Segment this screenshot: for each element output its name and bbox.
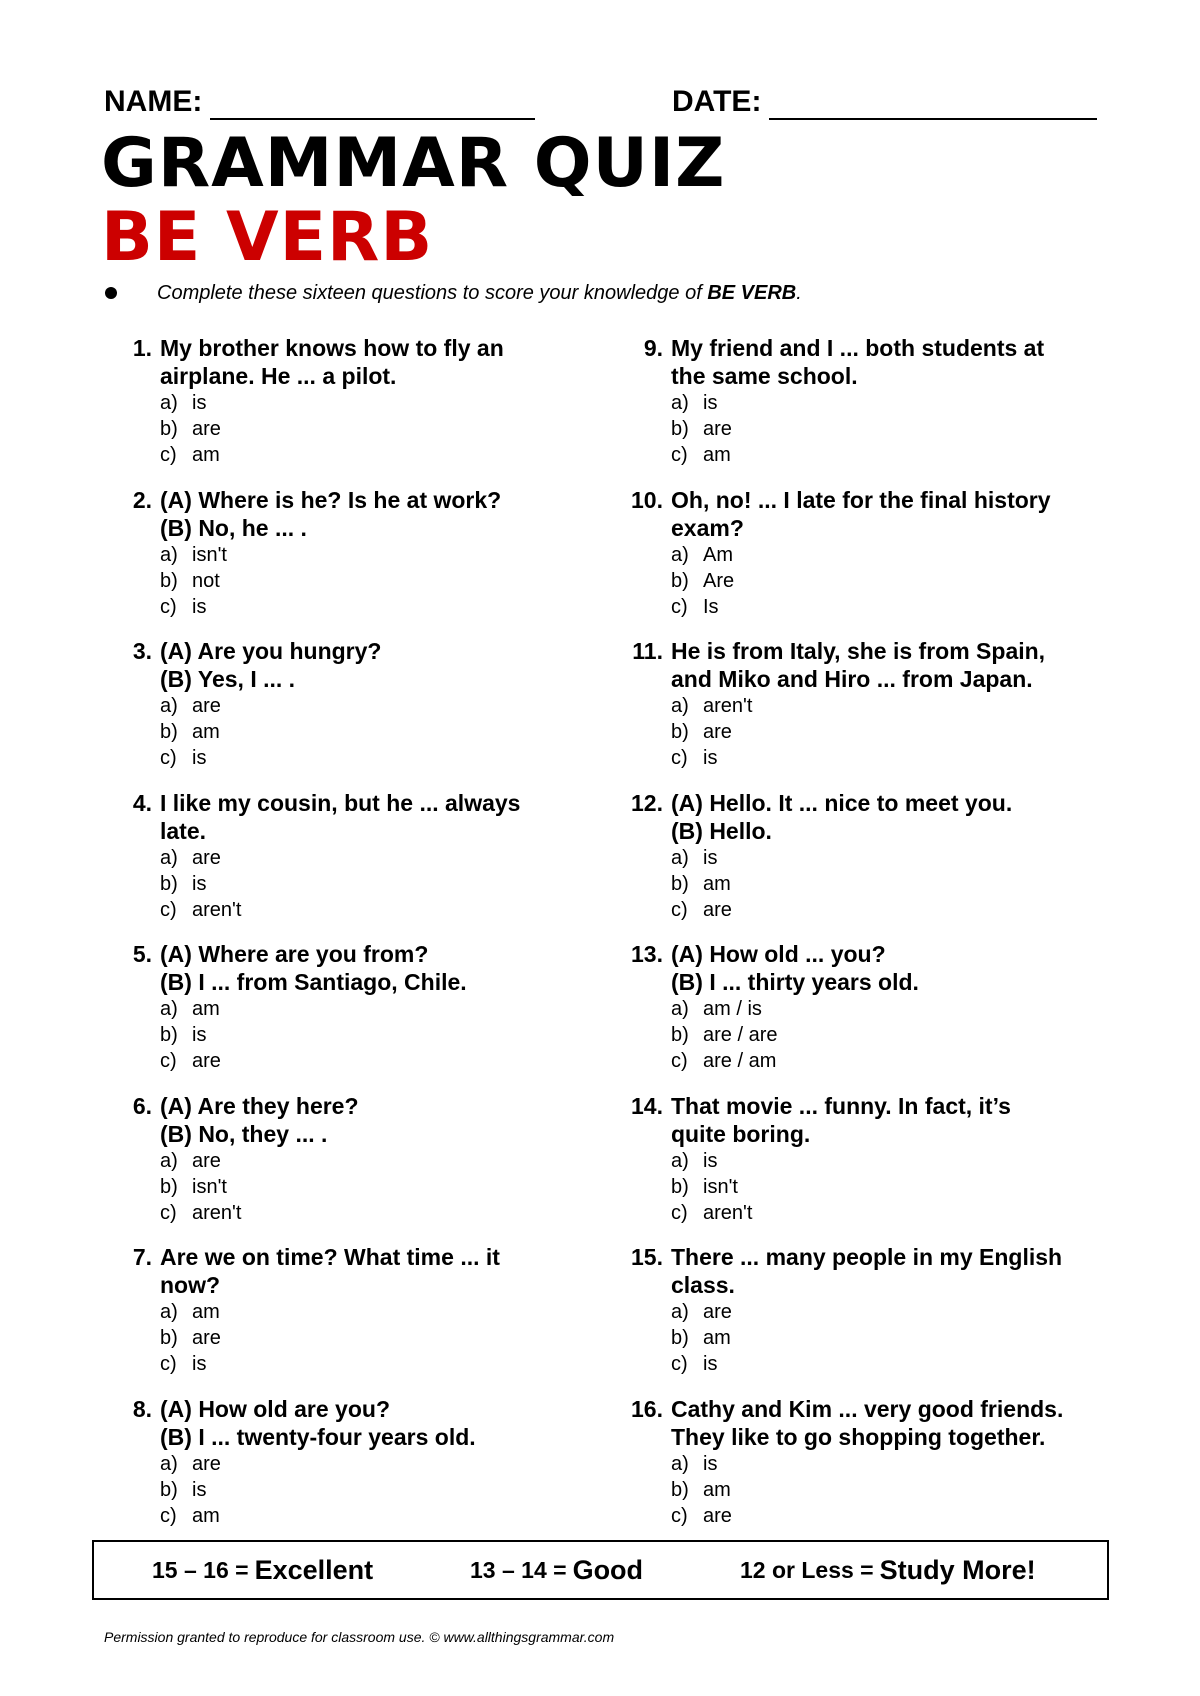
question-number: 11. bbox=[632, 638, 663, 664]
footer-permission: Permission granted to reproduce for classroom use. © www.allthingsgrammar.com bbox=[104, 1629, 615, 1645]
answer-option[interactable] bbox=[671, 594, 1091, 620]
score-study-more bbox=[740, 1542, 1036, 1598]
instruction-end: . bbox=[796, 282, 802, 304]
option-letter: c) bbox=[671, 444, 688, 466]
question-body bbox=[671, 1092, 1091, 1226]
option-letter: c) bbox=[160, 1202, 177, 1224]
answer-option[interactable] bbox=[671, 1351, 1091, 1377]
option-text: is bbox=[703, 1150, 718, 1172]
answer-option[interactable] bbox=[160, 897, 580, 923]
answer-option[interactable] bbox=[671, 1174, 1091, 1200]
question-stem-line: the same school. bbox=[671, 363, 858, 389]
option-text: is bbox=[192, 1024, 207, 1046]
question-body bbox=[160, 940, 580, 1074]
score-good bbox=[470, 1542, 643, 1598]
option-text: is bbox=[192, 747, 207, 769]
answer-option[interactable] bbox=[160, 1325, 580, 1351]
option-text: am bbox=[192, 444, 220, 466]
question-body bbox=[160, 1243, 580, 1377]
option-letter: c) bbox=[160, 1505, 177, 1527]
question-stem-line: now? bbox=[160, 1272, 221, 1298]
option-letter: b) bbox=[160, 1024, 178, 1046]
option-letter: a) bbox=[671, 998, 689, 1020]
answer-option[interactable] bbox=[671, 871, 1091, 897]
option-text: is bbox=[703, 392, 718, 414]
question-stem-line: (A) Are you hungry? bbox=[160, 638, 382, 664]
option-text: are bbox=[703, 899, 732, 921]
answer-option[interactable] bbox=[671, 1325, 1091, 1351]
answer-option[interactable] bbox=[671, 542, 1091, 568]
option-text: is bbox=[703, 1353, 718, 1375]
option-letter: a) bbox=[160, 392, 178, 414]
answer-option[interactable] bbox=[671, 390, 1091, 416]
option-letter: b) bbox=[671, 1327, 689, 1349]
answer-option[interactable] bbox=[160, 568, 580, 594]
question-stem-line: There ... many people in my English bbox=[671, 1244, 1063, 1270]
question-body bbox=[671, 789, 1091, 923]
option-text: are bbox=[703, 1301, 732, 1323]
question-stem-line: (B) Hello. bbox=[671, 818, 772, 844]
question-stem-line: That movie ... funny. In fact, it’s bbox=[671, 1093, 1011, 1119]
question-stem-line: (A) Hello. It ... nice to meet you. bbox=[671, 790, 1013, 816]
option-text: is bbox=[192, 1479, 207, 1501]
option-text: are bbox=[703, 418, 732, 440]
question-body bbox=[671, 637, 1091, 771]
question-body bbox=[671, 486, 1091, 620]
question-stem-line: (B) I ... twenty-four years old. bbox=[160, 1424, 476, 1450]
question-stem-line: airplane. He ... a pilot. bbox=[160, 363, 397, 389]
answer-option[interactable] bbox=[160, 1477, 580, 1503]
option-letter: c) bbox=[160, 596, 177, 618]
question-number: 5. bbox=[132, 941, 152, 967]
score-range: 12 or Less = bbox=[740, 1556, 874, 1583]
option-letter: a) bbox=[160, 998, 178, 1020]
option-text: isn't bbox=[192, 1176, 227, 1198]
answer-option[interactable] bbox=[160, 1174, 580, 1200]
question-number: 9. bbox=[643, 335, 663, 361]
option-letter: c) bbox=[160, 444, 177, 466]
option-text: are bbox=[192, 847, 221, 869]
answer-option[interactable] bbox=[671, 1200, 1091, 1226]
option-text: am bbox=[192, 1505, 220, 1527]
option-text: are bbox=[192, 1050, 221, 1072]
option-letter: c) bbox=[671, 1202, 688, 1224]
answer-option[interactable] bbox=[671, 416, 1091, 442]
name-label: NAME: bbox=[104, 85, 203, 118]
option-letter: a) bbox=[671, 695, 689, 717]
question-stem-line: (A) How old ... you? bbox=[671, 941, 886, 967]
option-letter: b) bbox=[160, 721, 178, 743]
question-stem-line: Cathy and Kim ... very good friends. bbox=[671, 1396, 1064, 1422]
answer-option[interactable] bbox=[160, 1148, 580, 1174]
option-letter: a) bbox=[671, 1150, 689, 1172]
question-number: 2. bbox=[132, 487, 152, 513]
option-text: is bbox=[192, 1353, 207, 1375]
answer-option[interactable] bbox=[160, 719, 580, 745]
option-text: am bbox=[703, 873, 731, 895]
answer-option[interactable] bbox=[671, 745, 1091, 771]
answer-option[interactable] bbox=[671, 1503, 1091, 1529]
score-excellent bbox=[152, 1542, 373, 1598]
option-letter: b) bbox=[160, 1479, 178, 1501]
instruction bbox=[104, 280, 1104, 306]
question-number: 3. bbox=[132, 638, 152, 664]
option-letter: c) bbox=[671, 1505, 688, 1527]
option-text: are bbox=[192, 1453, 221, 1475]
option-letter: c) bbox=[160, 1050, 177, 1072]
option-letter: a) bbox=[160, 695, 178, 717]
option-text: is bbox=[192, 873, 207, 895]
question-number: 1. bbox=[132, 335, 152, 361]
option-letter: b) bbox=[671, 1024, 689, 1046]
option-letter: c) bbox=[671, 596, 688, 618]
option-letter: b) bbox=[671, 721, 689, 743]
option-text: is bbox=[703, 847, 718, 869]
question-number: 15. bbox=[631, 1244, 663, 1270]
answer-option[interactable] bbox=[671, 897, 1091, 923]
instruction-line bbox=[157, 280, 802, 306]
score-range: 13 – 14 = bbox=[470, 1556, 567, 1583]
option-text: am bbox=[703, 1327, 731, 1349]
option-letter: c) bbox=[671, 899, 688, 921]
option-letter: a) bbox=[160, 1453, 178, 1475]
date-field bbox=[672, 84, 1097, 120]
option-letter: a) bbox=[671, 544, 689, 566]
answer-option[interactable] bbox=[160, 1351, 580, 1377]
answer-option[interactable] bbox=[671, 719, 1091, 745]
question-stem-line: (B) I ... thirty years old. bbox=[671, 969, 919, 995]
question-body bbox=[160, 486, 580, 620]
option-letter: b) bbox=[160, 418, 178, 440]
option-letter: b) bbox=[671, 1176, 689, 1198]
question-stem-line: (A) Where is he? Is he at work? bbox=[160, 487, 502, 513]
option-text: are / am bbox=[703, 1050, 777, 1072]
answer-option[interactable] bbox=[671, 1048, 1091, 1074]
answer-option[interactable] bbox=[671, 1451, 1091, 1477]
question-stem-line: He is from Italy, she is from Spain, bbox=[671, 638, 1046, 664]
question-stem-line: quite boring. bbox=[671, 1121, 811, 1147]
question-stem-line: Oh, no! ... I late for the final history bbox=[671, 487, 1051, 513]
answer-option[interactable] bbox=[160, 693, 580, 719]
question-body bbox=[160, 1092, 580, 1226]
question-body bbox=[160, 637, 580, 771]
question-stem-line: (A) Where are you from? bbox=[160, 941, 429, 967]
bullet-icon bbox=[105, 287, 117, 299]
question-stem-line: (B) Yes, I ... . bbox=[160, 666, 296, 692]
option-text: aren't bbox=[192, 899, 242, 921]
instruction-text: Complete these sixteen questions to score your knowledge of bbox=[157, 282, 708, 304]
answer-option[interactable] bbox=[671, 1477, 1091, 1503]
question-stem-line: Are we on time? What time ... it bbox=[160, 1244, 500, 1270]
answer-option[interactable] bbox=[160, 845, 580, 871]
option-text: isn't bbox=[192, 544, 227, 566]
option-text: are bbox=[703, 721, 732, 743]
answer-option[interactable] bbox=[671, 996, 1091, 1022]
name-field bbox=[104, 84, 535, 120]
option-text: isn't bbox=[703, 1176, 738, 1198]
option-letter: a) bbox=[671, 392, 689, 414]
option-letter: b) bbox=[160, 570, 178, 592]
question-number: 4. bbox=[132, 790, 152, 816]
question-number: 16. bbox=[631, 1396, 663, 1422]
question-body bbox=[671, 1243, 1091, 1377]
option-text: am bbox=[703, 444, 731, 466]
question-stem-line: exam? bbox=[671, 515, 744, 541]
option-letter: b) bbox=[671, 1479, 689, 1501]
option-text: am bbox=[192, 721, 220, 743]
option-letter: a) bbox=[160, 1301, 178, 1323]
answer-option[interactable] bbox=[160, 390, 580, 416]
option-letter: b) bbox=[160, 873, 178, 895]
option-text: are bbox=[703, 1505, 732, 1527]
header-fields bbox=[104, 84, 1106, 124]
answer-option[interactable] bbox=[160, 416, 580, 442]
option-letter: c) bbox=[160, 899, 177, 921]
page-title: GRAMMAR QUIZ bbox=[101, 124, 726, 203]
option-letter: a) bbox=[160, 544, 178, 566]
question-body bbox=[671, 940, 1091, 1074]
question-number: 6. bbox=[132, 1093, 152, 1119]
answer-option[interactable] bbox=[160, 594, 580, 620]
question-number: 8. bbox=[132, 1396, 152, 1422]
question-number: 12. bbox=[631, 790, 663, 816]
answer-option[interactable] bbox=[160, 542, 580, 568]
answer-option[interactable] bbox=[160, 1048, 580, 1074]
answer-option[interactable] bbox=[671, 1148, 1091, 1174]
question-stem-line: (A) Are they here? bbox=[160, 1093, 359, 1119]
question-stem-line: (A) How old are you? bbox=[160, 1396, 390, 1422]
option-letter: c) bbox=[671, 747, 688, 769]
option-text: Are bbox=[703, 570, 735, 592]
question-stem-line: late. bbox=[160, 818, 207, 844]
score-range: 15 – 16 = bbox=[152, 1556, 249, 1583]
option-text: are bbox=[192, 1150, 221, 1172]
page-subtitle: BE VERB bbox=[101, 198, 434, 277]
date-blank[interactable] bbox=[769, 88, 1097, 120]
option-text: is bbox=[703, 1453, 718, 1475]
option-letter: a) bbox=[160, 847, 178, 869]
option-text: is bbox=[703, 747, 718, 769]
option-letter: b) bbox=[671, 570, 689, 592]
option-letter: c) bbox=[160, 1353, 177, 1375]
option-text: aren't bbox=[703, 695, 753, 717]
option-letter: b) bbox=[160, 1176, 178, 1198]
option-text: am bbox=[192, 1301, 220, 1323]
question-body bbox=[160, 789, 580, 923]
question-stem-line: class. bbox=[671, 1272, 735, 1298]
option-text: am bbox=[192, 998, 220, 1020]
option-text: aren't bbox=[703, 1202, 753, 1224]
name-blank[interactable] bbox=[210, 88, 535, 120]
option-text: am / is bbox=[703, 998, 762, 1020]
question-number: 10. bbox=[631, 487, 663, 513]
question-stem-line: and Miko and Hiro ... from Japan. bbox=[671, 666, 1033, 692]
answer-option[interactable] bbox=[671, 442, 1091, 468]
option-letter: a) bbox=[671, 1453, 689, 1475]
question-body bbox=[160, 334, 580, 468]
answer-option[interactable] bbox=[671, 845, 1091, 871]
score-box bbox=[92, 1540, 1109, 1600]
option-letter: b) bbox=[671, 873, 689, 895]
option-text: is bbox=[192, 392, 207, 414]
option-letter: c) bbox=[671, 1353, 688, 1375]
answer-option[interactable] bbox=[160, 871, 580, 897]
question-stem-line: My brother knows how to fly an bbox=[160, 335, 504, 361]
option-text: are bbox=[192, 695, 221, 717]
question-stem-line: My friend and I ... both students at bbox=[671, 335, 1045, 361]
answer-option[interactable] bbox=[671, 693, 1091, 719]
option-text: Is bbox=[703, 596, 719, 618]
question-stem-line: They like to go shopping together. bbox=[671, 1424, 1046, 1450]
date-label: DATE: bbox=[672, 85, 762, 118]
answer-option[interactable] bbox=[671, 1299, 1091, 1325]
answer-option[interactable] bbox=[160, 1451, 580, 1477]
question-body bbox=[160, 1395, 580, 1529]
answer-option[interactable] bbox=[160, 1200, 580, 1226]
score-label: Study More! bbox=[879, 1554, 1036, 1585]
answer-option[interactable] bbox=[160, 745, 580, 771]
option-text: not bbox=[192, 570, 220, 592]
option-letter: c) bbox=[160, 747, 177, 769]
option-text: are bbox=[192, 418, 221, 440]
question-stem-line: (B) I ... from Santiago, Chile. bbox=[160, 969, 467, 995]
answer-option[interactable] bbox=[160, 1503, 580, 1529]
option-letter: a) bbox=[671, 1301, 689, 1323]
question-body bbox=[671, 334, 1091, 468]
option-letter: a) bbox=[160, 1150, 178, 1172]
option-text: are / are bbox=[703, 1024, 778, 1046]
question-stem-line: (B) No, they ... . bbox=[160, 1121, 328, 1147]
option-letter: a) bbox=[671, 847, 689, 869]
option-text: am bbox=[703, 1479, 731, 1501]
answer-option[interactable] bbox=[160, 442, 580, 468]
question-number: 13. bbox=[631, 941, 663, 967]
option-letter: b) bbox=[160, 1327, 178, 1349]
answer-option[interactable] bbox=[671, 1022, 1091, 1048]
question-stem-line: (B) No, he ... . bbox=[160, 515, 307, 541]
option-letter: c) bbox=[671, 1050, 688, 1072]
instruction-emphasis: BE VERB bbox=[707, 282, 797, 304]
option-text: are bbox=[192, 1327, 221, 1349]
score-label: Good bbox=[572, 1554, 644, 1585]
option-text: is bbox=[192, 596, 207, 618]
score-label: Excellent bbox=[254, 1554, 374, 1585]
question-body bbox=[671, 1395, 1091, 1529]
question-stem-line: I like my cousin, but he ... always bbox=[160, 790, 521, 816]
option-text: Am bbox=[703, 544, 733, 566]
answer-option[interactable] bbox=[160, 1299, 580, 1325]
answer-option[interactable] bbox=[671, 568, 1091, 594]
question-number: 7. bbox=[132, 1244, 152, 1270]
answer-option[interactable] bbox=[160, 996, 580, 1022]
option-text: aren't bbox=[192, 1202, 242, 1224]
question-number: 14. bbox=[631, 1093, 663, 1119]
option-letter: b) bbox=[671, 418, 689, 440]
answer-option[interactable] bbox=[160, 1022, 580, 1048]
